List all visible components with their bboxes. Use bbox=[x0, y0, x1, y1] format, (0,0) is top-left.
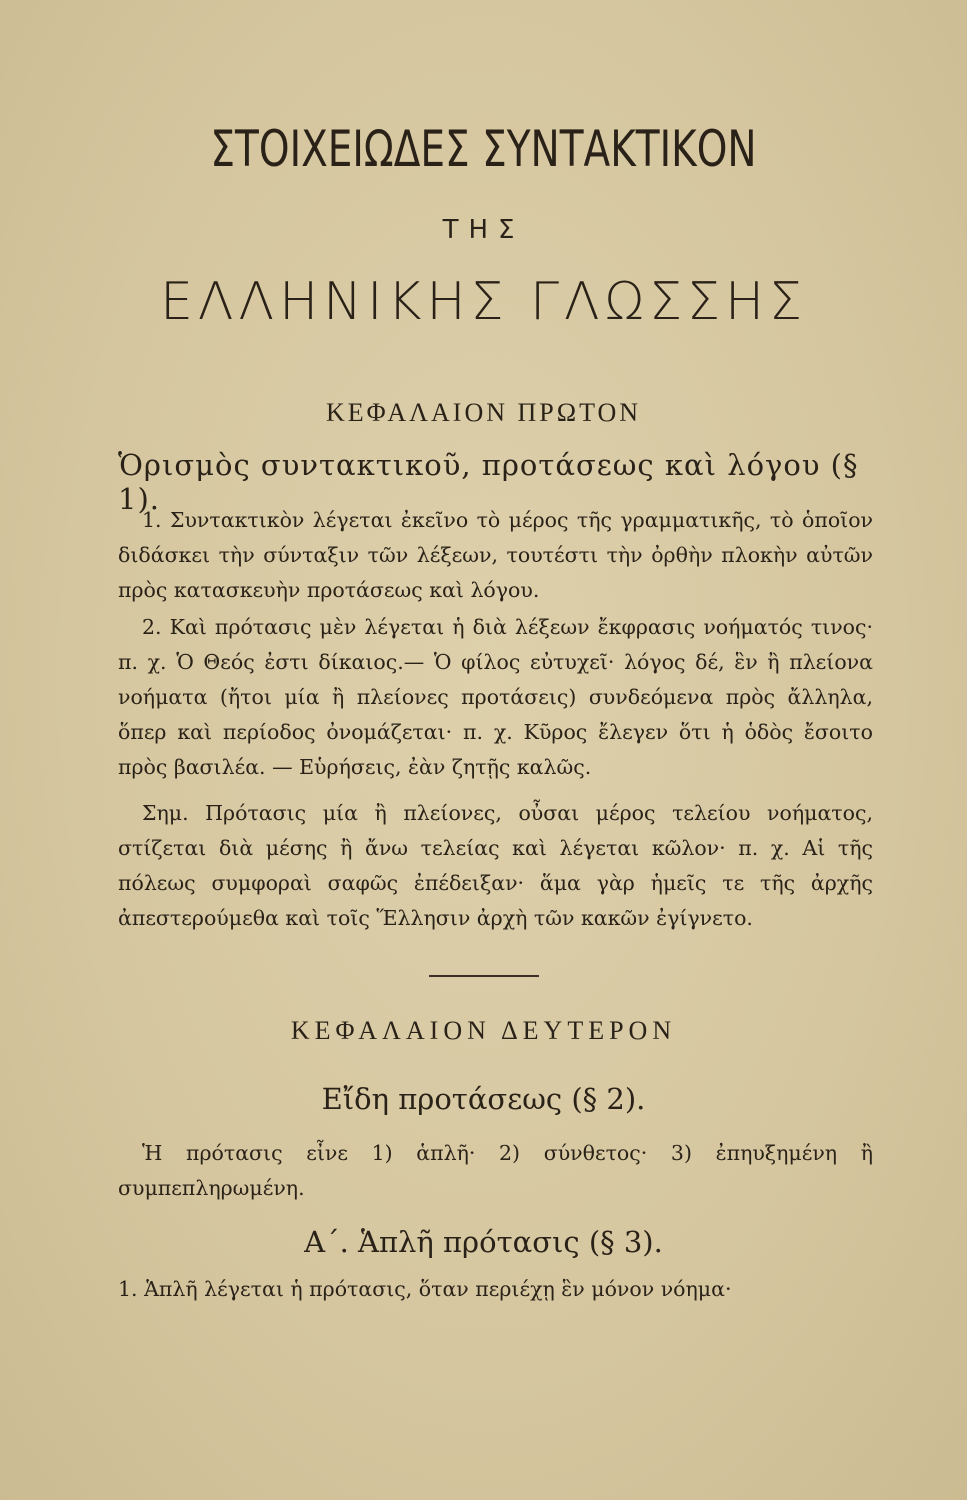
chapter-1-note: Σημ. Πρότασις μία ἢ πλείονες, οὖσαι μέρος τελείου νοήματος, στίζεται διὰ μέσης ἢ ἄνω τελείας καὶ λέγεται κῶλον· π. χ. Αἱ τῆς πόλεως συμφοραὶ σαφῶς ἐπέδειξαν· ἅμα γὰρ ἡμεῖς τε τῆς ἀρχῆς ἀπεστερούμεθα καὶ τοῖς Ἕλλησιν ἀρχὴ τῶν κακῶν ἐγίγνετο. bbox=[118, 801, 873, 930]
chapter-1-paragraph-1: 1. Συντακτικὸν λέγεται ἐκεῖνο τὸ μέρος τῆς γραμματικῆς, τὸ ὁποῖον διδάσκει τὴν σύνταξιν τῶν λέξεων, τουτέστι τὴν ὀρθὴν πλοκὴν αὐτῶν πρὸς κατασκευὴν προτάσεως καὶ λόγου. bbox=[118, 508, 873, 602]
chapter-2-paragraph-2: 1. Ἁπλῆ λέγεται ἡ πρότασις, ὅταν περιέχῃ ἓν μόνον νόημα· bbox=[118, 1277, 732, 1301]
chapter-2-subheading: Εἴδη προτάσεως (§ 2). bbox=[321, 1082, 646, 1116]
title-line-2: ΤΗΣ bbox=[442, 215, 525, 245]
chapter-2-paragraph-1: Ἡ πρότασις εἶνε 1) ἁπλῆ· 2) σύνθετος· 3) ἐπηυξημένη ἢ συμπεπληρωμένη. bbox=[118, 1141, 873, 1200]
chapter-1-paragraph-2: 2. Καὶ πρότασις μὲν λέγεται ἡ διὰ λέξεων ἔκφρασις νοήματός τινος· π. χ. Ὁ Θεός ἐστι δίκαιος.— Ὁ φίλος εὐτυχεῖ· λόγος δέ, ἓν ἢ πλείονα νοήματα (ἤτοι μία ἢ πλείονες προτάσεις) συνδεόμενα πρὸς ἄλληλα, ὅπερ καὶ περίοδος ὀνομάζεται· π. χ. Κῦρος ἔλεγεν ὅτι ἡ ὁδὸς ἔσοιτο πρὸς βασιλέα. — Εὑρήσεις, ἐὰν ζητῇς καλῶς. bbox=[118, 615, 873, 779]
chapter-1-subheading: Ὁρισμὸς συντακτικοῦ, προτάσεως καὶ λόγου (§ 1). bbox=[118, 448, 859, 516]
section-divider bbox=[429, 975, 539, 977]
chapter-1-heading: ΚΕΦΑΛΑΙΟΝ ΠΡΩΤΟΝ bbox=[325, 398, 642, 427]
title-line-3: ΕΛΛΗΝΙΚΗΣ ΓΛΩΣΣΗΣ bbox=[160, 272, 807, 332]
title-line-1: ΣΤΟΙΧΕΙΩΔΕΣ ΣΥΝΤΑΚΤΙΚΟΝ bbox=[210, 120, 757, 178]
chapter-2-section-heading: Α΄. Ἁπλῆ πρότασις (§ 3). bbox=[304, 1225, 663, 1259]
chapter-2-heading: ΚΕΦΑΛΑΙΟΝ ΔΕΥΤΕΡΟΝ bbox=[290, 1016, 677, 1045]
